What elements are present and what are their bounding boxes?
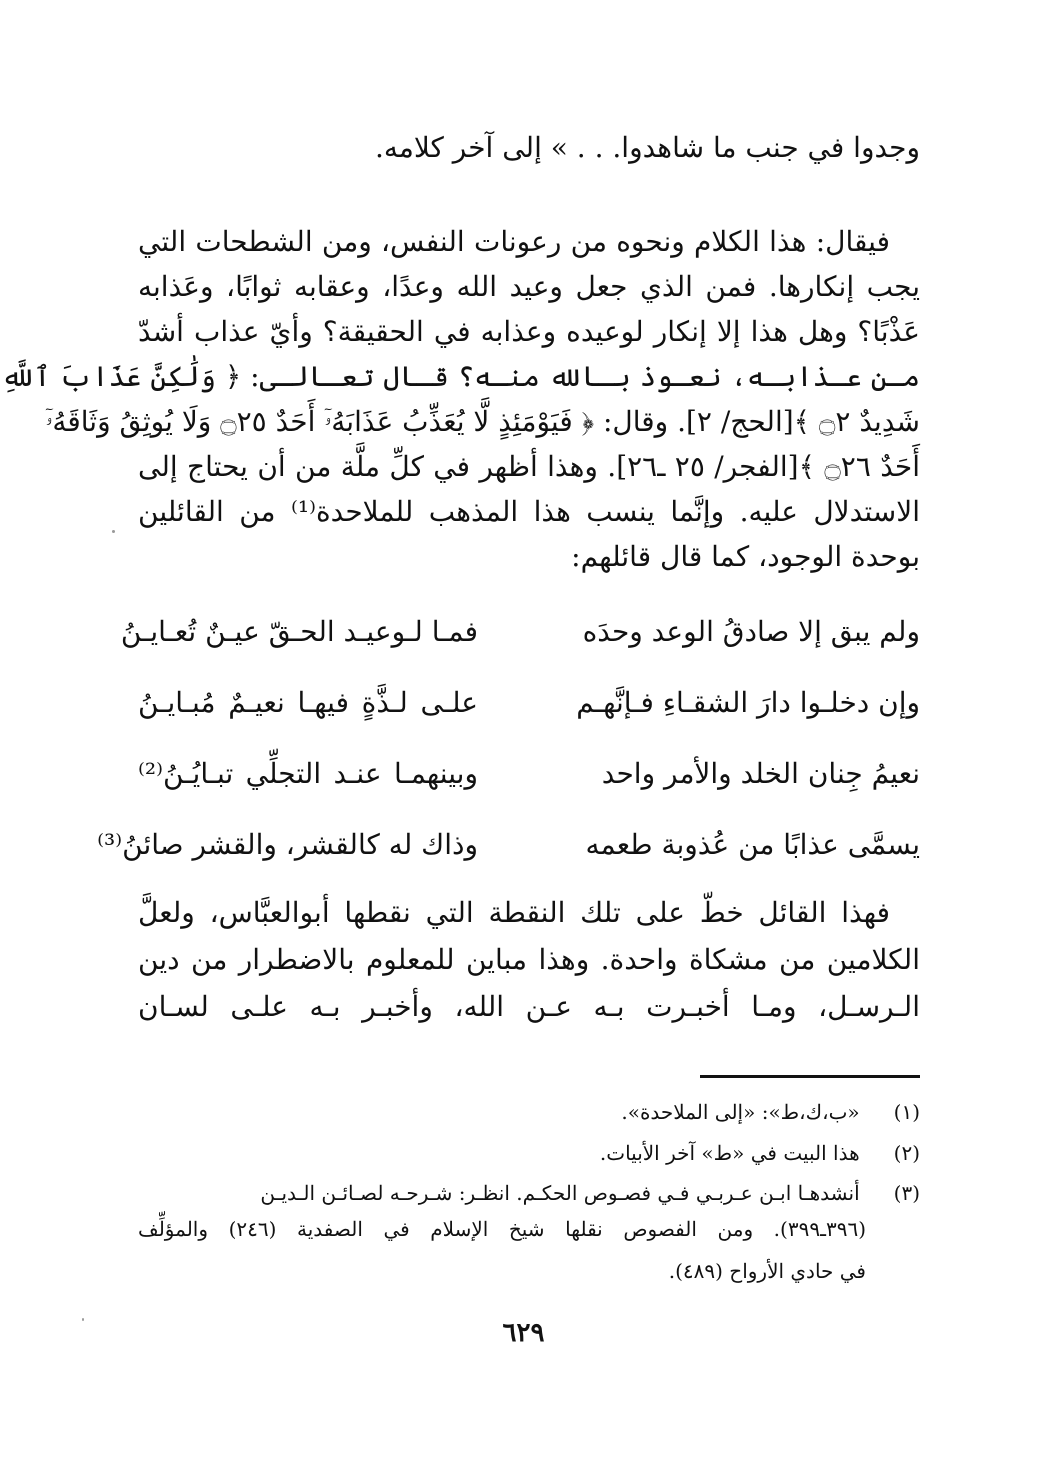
footnote-number: (٣) bbox=[893, 1181, 920, 1205]
body-line: مـن عـذابـه، نعـوذ بـالله منـه؟ قـال تعـالـى: ﴿ وَلَٰكِنَّ عَذَابَ ٱللَّهِ bbox=[1, 360, 920, 393]
footnote-1 bbox=[138, 1096, 920, 1128]
verse-hemistich: وبينهمـا عنـد التجلِّي تبـايُـنُ⁽²⁾ bbox=[138, 757, 478, 790]
footnote-separator bbox=[700, 1075, 920, 1078]
footnote-text: أنشدهـا ابـن عـربـي فـي فصـوص الحكـم. انظـر: شـرحـه لصـائـن الـديـن bbox=[260, 1181, 860, 1205]
body-line: وجدوا في جنب ما شاهدوا. . . » إلى آخر كلامه. bbox=[374, 131, 920, 164]
footnote-text: هذا البيت في «ط» آخر الأبيات. bbox=[599, 1141, 860, 1165]
body-line: شَدِيدٌ ۝٢ ﴾[الحج/ ٢]. وقال: ﴿ فَيَوْمَئِذٍ لَّا يُعَذِّبُ عَذَابَهُۥٓ أَحَدٌ ۝٢٥ وَلَا يُوثِقُ وَثَاقَهُۥٓ bbox=[45, 405, 920, 438]
body-line: الكلامين من مشكاة واحدة. وهذا مباين للمعلوم بالاضطرار من دين bbox=[138, 943, 920, 976]
verse-hemistich: علـى لـذَّةٍ فيهـا نعيـمٌ مُبـايـنُ bbox=[138, 686, 478, 719]
body-line: الاستدلال عليه. وإنَّما ينسب هذا المذهب للملاحدة⁽¹⁾ من القائلين bbox=[138, 495, 920, 528]
footnote-3 bbox=[138, 1177, 920, 1209]
body-line: عَذْبًا؟ وهل هذا إلا إنكار لوعيده وعذابه في الحقيقة؟ وأيّ عذاب أشدّ bbox=[138, 315, 920, 348]
body-line: فيقال: هذا الكلام ونحوه من رعونات النفس، ومن الشطحات التي bbox=[138, 225, 890, 258]
scan-speck bbox=[112, 530, 115, 533]
verse-hemistich: يسمَّى عذابًا من عُذوبة طعمه bbox=[585, 828, 920, 861]
footnote-number: (١) bbox=[893, 1100, 920, 1124]
scan-speck bbox=[82, 1318, 84, 1321]
verse-hemistich: ولم يبق إلا صادقُ الوعد وحدَه bbox=[582, 615, 920, 648]
body-line: أَحَدٌ ۝٢٦ ﴾[الفجر/ ٢٥ ـ٢٦]. وهذا أظهر في كلِّ ملَّة من أن يحتاج إلى bbox=[138, 450, 921, 483]
verse-hemistich: وإن دخلـوا دارَ الشقـاءِ فـإنَّهـم bbox=[576, 686, 920, 719]
footnote-continuation: في حادي الأرواح (٤٨٩). bbox=[668, 1259, 866, 1283]
footnote-text: «ب،ك،ط»: «إلى الملاحدة». bbox=[621, 1100, 860, 1124]
page-number: ٦٢٩ bbox=[502, 1318, 545, 1348]
footnote-2 bbox=[138, 1137, 920, 1169]
verse-hemistich: فمـا لـوعيـد الحـقّ عيـنٌ تُعـايـنُ bbox=[120, 615, 478, 648]
verse-hemistich: نعيمُ جِنان الخلد والأمر واحد bbox=[601, 757, 920, 790]
footnote-continuation: (٣٩٦ـ٣٩٩). ومن الفصوص نقلها شيخ الإسلام في الصفدية (٢٤٦) والمؤلِّف bbox=[138, 1217, 866, 1241]
body-line: بوحدة الوجود، كما قال قائلهم: bbox=[571, 540, 920, 573]
footnote-number: (٢) bbox=[893, 1141, 920, 1165]
body-line: الـرسـل، ومـا أخبـرت بـه عـن الله، وأخبـر بـه علـى لسـان bbox=[138, 990, 920, 1023]
body-line: يجب إنكارها. فمن الذي جعل وعيد الله وعدًا، وعقابه ثوابًا، وعَذابه bbox=[138, 270, 920, 303]
body-line: فهذا القائل خطّ على تلك النقطة التي نقطها أبوالعبَّاس، ولعلَّ bbox=[138, 896, 890, 929]
verse-hemistich: وذاك له كالقشر، والقشر صائنُ⁽³⁾ bbox=[97, 828, 478, 861]
